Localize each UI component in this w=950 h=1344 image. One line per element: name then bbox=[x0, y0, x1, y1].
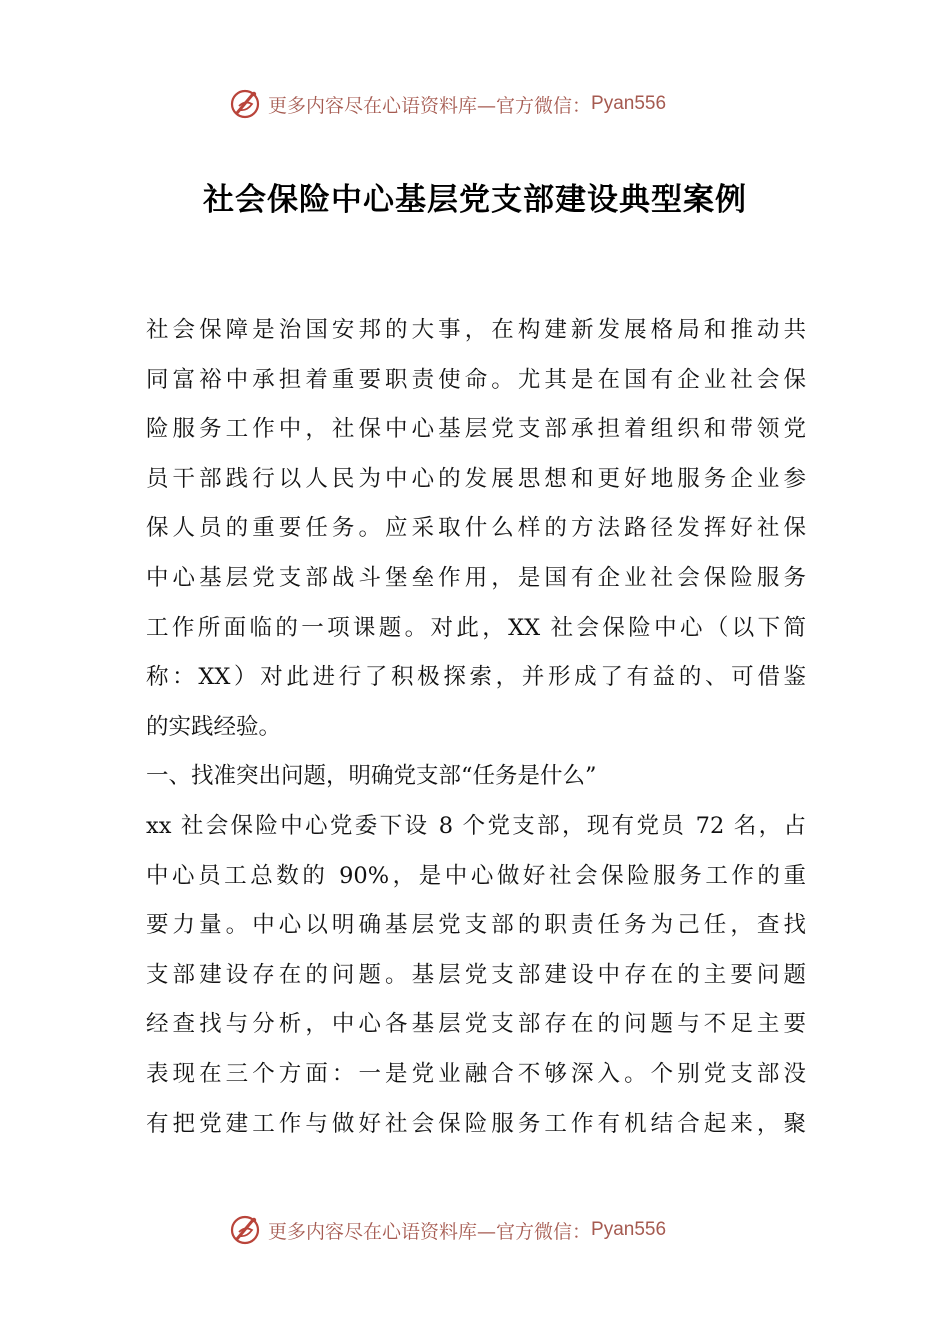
footer-watermark bbox=[228, 1208, 666, 1252]
document-body bbox=[146, 306, 806, 1149]
section-heading: 一、找准突出问题，明确党支部“任务是什么” bbox=[146, 763, 597, 790]
body-line: 表现在三个方面：一是党业融合不够深入。个别党支部没 bbox=[146, 1060, 806, 1087]
body-line: 工作所面临的一项课题。对此，XX 社会保险中心（以下简 bbox=[146, 614, 806, 641]
logo-icon bbox=[228, 86, 264, 122]
body-line: 员干部践行以人民为中心的发展思想和更好地服务企业参 bbox=[146, 465, 806, 492]
body-line: 支部建设存在的问题。基层党支部建设中存在的主要问题 bbox=[146, 961, 806, 988]
body-line: xx 社会保险中心党委下设 8 个党支部，现有党员 72 名，占 bbox=[146, 812, 806, 839]
body-line: 的实践经验。 bbox=[146, 713, 282, 740]
body-line: 要力量。中心以明确基层党支部的职责任务为己任，查找 bbox=[146, 912, 806, 939]
watermark-wechat-id: Pyan556 bbox=[591, 93, 667, 114]
watermark-text: 更多内容尽在心语资料库—官方微信： bbox=[268, 1220, 592, 1243]
body-line: 中心基层党支部战斗堡垒作用，是国有企业社会保险服务 bbox=[146, 564, 806, 591]
logo-icon bbox=[228, 1212, 264, 1248]
body-line: 经查找与分析，中心各基层党支部存在的问题与不足主要 bbox=[146, 1011, 806, 1038]
document-title: 社会保险中心基层党支部建设典型案例 bbox=[203, 182, 747, 218]
watermark-text: 更多内容尽在心语资料库—官方微信： bbox=[268, 94, 592, 117]
body-line: 社会保障是治国安邦的大事，在构建新发展格局和推动共 bbox=[146, 317, 806, 343]
body-line: 保人员的重要任务。应采取什么样的方法路径发挥好社保 bbox=[146, 515, 806, 542]
header-watermark bbox=[228, 82, 666, 126]
body-line: 险服务工作中，社保中心基层党支部承担着组织和带领党 bbox=[146, 416, 806, 443]
body-line: 中心员工总数的 90%，是中心做好社会保险服务工作的重 bbox=[146, 862, 806, 889]
body-line: 称：XX）对此进行了积极探索，并形成了有益的、可借鉴 bbox=[146, 664, 806, 691]
watermark-wechat-id: Pyan556 bbox=[591, 1219, 667, 1240]
body-line: 同富裕中承担着重要职责使命。尤其是在国有企业社会保 bbox=[146, 366, 806, 393]
body-line: 有把党建工作与做好社会保险服务工作有机结合起来，聚 bbox=[146, 1110, 806, 1137]
